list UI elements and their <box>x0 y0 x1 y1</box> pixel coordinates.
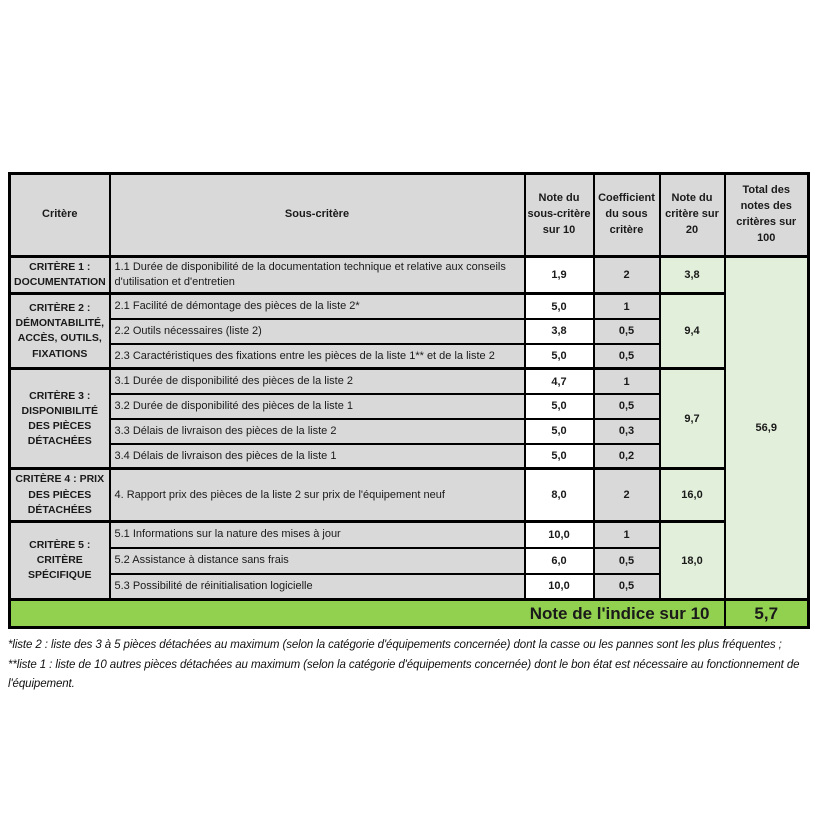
repairability-index-table <box>8 172 810 629</box>
note10-2-1: 5,0 <box>525 294 594 319</box>
note10-4: 8,0 <box>525 469 594 522</box>
index-score-value: 5,7 <box>725 600 809 628</box>
score20-criterion-2: 9,4 <box>660 294 725 369</box>
repairability-index-sheet <box>8 172 807 695</box>
subcriterion-5-3: 5.3 Possibilité de réinitialisation logicielle <box>110 574 525 600</box>
note10-5-2: 6,0 <box>525 548 594 574</box>
score20-criterion-3: 9,7 <box>660 369 725 469</box>
note10-3-1: 4,7 <box>525 369 594 394</box>
score20-criterion-4: 16,0 <box>660 469 725 522</box>
footnote-liste-1: **liste 1 : liste de 10 autres pièces détachées au maximum (selon la catégorie d'équipements concernée) dont le bon état est nécessaire au fonctionnement de l'équipement. <box>8 658 800 691</box>
subcriterion-2-2: 2.2 Outils nécessaires (liste 2) <box>110 319 525 344</box>
note10-1-1: 1,9 <box>525 257 594 294</box>
note10-5-1: 10,0 <box>525 522 594 548</box>
table-row <box>10 294 809 319</box>
coeff-3-4: 0,2 <box>594 444 660 469</box>
footnotes <box>8 636 807 695</box>
coeff-5-2: 0,5 <box>594 548 660 574</box>
score20-criterion-5: 18,0 <box>660 522 725 600</box>
subcriterion-5-2: 5.2 Assistance à distance sans frais <box>110 548 525 574</box>
note10-2-2: 3,8 <box>525 319 594 344</box>
total-sur-100: 56,9 <box>725 257 809 600</box>
coeff-5-3: 0,5 <box>594 574 660 600</box>
criterion-2-label: CRITÈRE 2 : DÉMONTABILITÉ, ACCÈS, OUTILS, FIXATIONS <box>10 294 110 369</box>
coeff-1-1: 2 <box>594 257 660 294</box>
subcriterion-5-1: 5.1 Informations sur la nature des mises à jour <box>110 522 525 548</box>
header-note-sur-20: Note du critère sur 20 <box>660 174 725 257</box>
score20-criterion-1: 3,8 <box>660 257 725 294</box>
coeff-5-1: 1 <box>594 522 660 548</box>
subcriterion-3-2: 3.2 Durée de disponibilité des pièces de la liste 1 <box>110 394 525 419</box>
subcriterion-2-3: 2.3 Caractéristiques des fixations entre les pièces de la liste 1** et de la liste 2 <box>110 344 525 369</box>
header-criterion: Critère <box>10 174 110 257</box>
table-row <box>10 522 809 548</box>
subcriterion-3-3: 3.3 Délais de livraison des pièces de la liste 2 <box>110 419 525 444</box>
table-row <box>10 257 809 294</box>
criterion-3-label: CRITÈRE 3 : DISPONIBILITÉ DES PIÈCES DÉTACHÉES <box>10 369 110 469</box>
table-row <box>10 369 809 394</box>
subcriterion-2-1: 2.1 Facilité de démontage des pièces de la liste 2* <box>110 294 525 319</box>
coeff-2-1: 1 <box>594 294 660 319</box>
index-score-row <box>10 600 809 628</box>
coeff-3-2: 0,5 <box>594 394 660 419</box>
note10-5-3: 10,0 <box>525 574 594 600</box>
coeff-4: 2 <box>594 469 660 522</box>
coeff-2-2: 0,5 <box>594 319 660 344</box>
subcriterion-3-4: 3.4 Délais de livraison des pièces de la liste 1 <box>110 444 525 469</box>
coeff-2-3: 0,5 <box>594 344 660 369</box>
criterion-1-label: CRITÈRE 1 : DOCUMENTATION <box>10 257 110 294</box>
header-coefficient: Coefficient du sous critère <box>594 174 660 257</box>
criterion-4-label: CRITÈRE 4 : PRIX DES PIÈCES DÉTACHÉES <box>10 469 110 522</box>
note10-2-3: 5,0 <box>525 344 594 369</box>
subcriterion-3-1: 3.1 Durée de disponibilité des pièces de la liste 2 <box>110 369 525 394</box>
footnote-liste-2: *liste 2 : liste des 3 à 5 pièces détachées au maximum (selon la catégorie d'équipements concernée) dont la casse ou les pannes sont les plus fréquentes ; <box>8 639 782 652</box>
index-score-label: Note de l'indice sur 10 <box>10 600 725 628</box>
criterion-5-label: CRITÈRE 5 : CRITÈRE SPÉCIFIQUE <box>10 522 110 600</box>
header-total-sur-100: Total des notes des critères sur 100 <box>725 174 809 257</box>
header-note-sur-10: Note du sous-critère sur 10 <box>525 174 594 257</box>
note10-3-3: 5,0 <box>525 419 594 444</box>
coeff-3-3: 0,3 <box>594 419 660 444</box>
note10-3-4: 5,0 <box>525 444 594 469</box>
table-row <box>10 469 809 522</box>
note10-3-2: 5,0 <box>525 394 594 419</box>
header-row <box>10 174 809 257</box>
subcriterion-4: 4. Rapport prix des pièces de la liste 2 sur prix de l'équipement neuf <box>110 469 525 522</box>
subcriterion-1-1: 1.1 Durée de disponibilité de la documentation technique et relative aux conseils d'utilisation et d'entretien <box>110 257 525 294</box>
coeff-3-1: 1 <box>594 369 660 394</box>
header-subcriterion: Sous-critère <box>110 174 525 257</box>
